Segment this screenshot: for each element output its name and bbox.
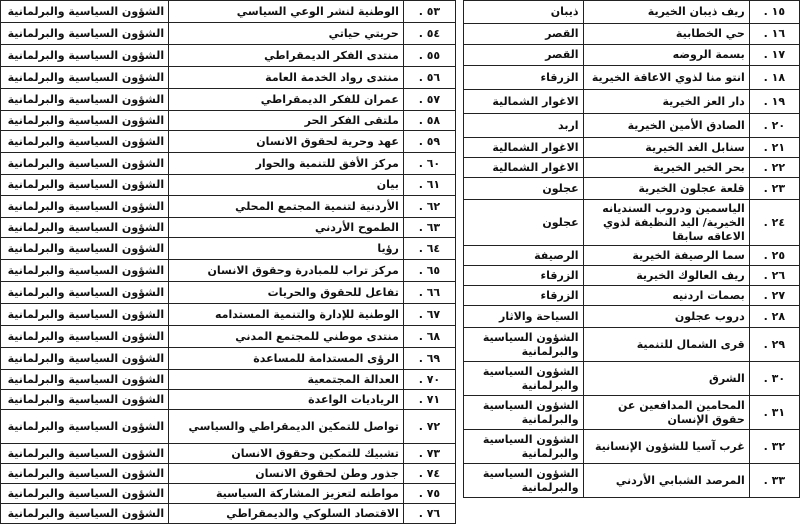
row-number: ٢٣ .: [749, 178, 799, 200]
sector-cell: الشؤون السياسية والبرلمانية: [1, 131, 169, 153]
table-row: [464, 464, 800, 498]
sector-cell: الشؤون السياسية والبرلمانية: [1, 444, 169, 464]
organization-name: الياسمين ودروب السنديانه الخيرية/ اليد النظيفة لذوي الاعاقه سابقا: [583, 200, 749, 246]
table-row: [1, 370, 456, 390]
sector-cell: الشؤون السياسية والبرلمانية: [1, 370, 169, 390]
organization-name: تفاعل للحقوق والحريات: [169, 282, 404, 304]
organization-name: المرصد الشبابي الأردني: [583, 464, 749, 498]
sector-cell: الشؤون السياسية والبرلمانية: [1, 218, 169, 238]
row-number: ٦٢ .: [403, 196, 455, 218]
sector-cell: الشؤون السياسية والبرلمانية: [1, 1, 169, 23]
organization-name: الوطنية لنشر الوعي السياسي: [169, 1, 404, 23]
row-number: ٣٣ .: [749, 464, 799, 498]
table-row: [1, 1, 456, 23]
table-row: [464, 396, 800, 430]
sector-cell: الشؤون السياسية والبرلمانية: [1, 504, 169, 524]
sector-cell: القصر: [464, 45, 584, 66]
table-row: [464, 66, 800, 90]
organization-name: تواصل للتمكين الديمقراطي والسياسي: [169, 410, 404, 444]
organization-name: حريتي حياتي: [169, 23, 404, 45]
row-number: ٥٦ .: [403, 67, 455, 89]
table-row: [1, 196, 456, 218]
table-row: [1, 304, 456, 326]
organization-name: انتو منا لذوي الاعاقة الخيرية: [583, 66, 749, 90]
organization-name: رؤيا: [169, 238, 404, 260]
row-number: ٢٤ .: [749, 200, 799, 246]
sector-cell: ذيبان: [464, 1, 584, 24]
table-row: [1, 238, 456, 260]
table-row: [1, 67, 456, 89]
row-number: ٦١ .: [403, 175, 455, 196]
sector-cell: الشؤون السياسية والبرلمانية: [1, 282, 169, 304]
sector-cell: الزرقاء: [464, 286, 584, 306]
sector-cell: الاغوار الشمالية: [464, 158, 584, 178]
row-number: ٦٤ .: [403, 238, 455, 260]
table-row: [464, 286, 800, 306]
row-number: ٦٨ .: [403, 326, 455, 348]
organization-name: تشبيك للتمكين وحقوق الانسان: [169, 444, 404, 464]
sector-cell: الشؤون السياسية والبرلمانية: [1, 45, 169, 67]
organization-name: الرؤى المستدامة للمساعدة: [169, 348, 404, 370]
row-number: ٧١ .: [403, 390, 455, 410]
table-row: [1, 326, 456, 348]
table-row: [464, 362, 800, 396]
table-row: [1, 444, 456, 464]
row-number: ٦٩ .: [403, 348, 455, 370]
organization-name: الصادق الأمين الخيرية: [583, 114, 749, 138]
right-table: [463, 0, 800, 498]
row-number: ٧٤ .: [403, 464, 455, 484]
row-number: ٥٥ .: [403, 45, 455, 67]
sector-cell: الشؤون السياسية والبرلمانية: [1, 67, 169, 89]
organization-name: دار العز الخيرية: [583, 90, 749, 114]
sector-cell: الشؤون السياسية والبرلمانية: [1, 484, 169, 504]
table-row: [464, 90, 800, 114]
table-row: [1, 218, 456, 238]
row-number: ٦٥ .: [403, 260, 455, 282]
organization-name: ريف العالوك الخيرية: [583, 266, 749, 286]
organization-name: بحر الخير الخيرية: [583, 158, 749, 178]
table-row: [1, 464, 456, 484]
sector-cell: الشؤون السياسية والبرلمانية: [1, 153, 169, 175]
table-row: [464, 158, 800, 178]
row-number: ٢٦ .: [749, 266, 799, 286]
table-row: [1, 23, 456, 45]
organization-name: دروب عجلون: [583, 306, 749, 328]
row-number: ٢٧ .: [749, 286, 799, 306]
table-row: [464, 138, 800, 158]
organization-name: الطموح الأردني: [169, 218, 404, 238]
row-number: ٣١ .: [749, 396, 799, 430]
table-row: [464, 328, 800, 362]
table-row: [1, 390, 456, 410]
organization-name: قلعة عجلون الخيرية: [583, 178, 749, 200]
table-row: [464, 45, 800, 66]
organization-name: حي الخطابية: [583, 24, 749, 45]
organization-name: ريف ذيبان الخيرية: [583, 1, 749, 24]
table-row: [464, 430, 800, 464]
organization-name: سما الرصيفة الخيرية: [583, 246, 749, 266]
row-number: ٦٦ .: [403, 282, 455, 304]
sector-cell: السياحة والاثار: [464, 306, 584, 328]
sector-cell: الشؤون السياسية والبرلمانية: [1, 304, 169, 326]
organization-name: بسمة الروضه: [583, 45, 749, 66]
table-row: [464, 266, 800, 286]
sector-cell: الشؤون السياسية والبرلمانية: [1, 89, 169, 111]
organization-name: مركز الأفق للتنمية والحوار: [169, 153, 404, 175]
table-row: [1, 260, 456, 282]
row-number: ٢٨ .: [749, 306, 799, 328]
organization-name: الاقتصاد السلوكي والديمقراطي: [169, 504, 404, 524]
row-number: ٢٠ .: [749, 114, 799, 138]
table-row: [464, 178, 800, 200]
table-row: [1, 175, 456, 196]
row-number: ٥٩ .: [403, 131, 455, 153]
organization-name: جذور وطن لحقوق الانسان: [169, 464, 404, 484]
table-row: [1, 504, 456, 524]
row-number: ٧٢ .: [403, 410, 455, 444]
row-number: ١٨ .: [749, 66, 799, 90]
table-row: [1, 153, 456, 175]
organization-name: منتدى رواد الخدمة العامة: [169, 67, 404, 89]
row-number: ٧٥ .: [403, 484, 455, 504]
sector-cell: الرصيفة: [464, 246, 584, 266]
sector-cell: الشؤون السياسية والبرلمانية: [1, 326, 169, 348]
table-row: [464, 306, 800, 328]
table-row: [1, 484, 456, 504]
table-row: [1, 89, 456, 111]
table-row: [464, 246, 800, 266]
sector-cell: عجلون: [464, 178, 584, 200]
sector-cell: الشؤون السياسية والبرلمانية: [464, 328, 584, 362]
organization-name: العدالة المجتمعية: [169, 370, 404, 390]
row-number: ٧٠ .: [403, 370, 455, 390]
sector-cell: الشؤون السياسية والبرلمانية: [464, 464, 584, 498]
organization-name: المحامين المدافعين عن حقوق الإنسان: [583, 396, 749, 430]
row-number: ٦٧ .: [403, 304, 455, 326]
right-table-body: [464, 1, 800, 498]
sector-cell: الشؤون السياسية والبرلمانية: [1, 23, 169, 45]
table-row: [1, 45, 456, 67]
row-number: ٥٨ .: [403, 111, 455, 131]
sector-cell: اربد: [464, 114, 584, 138]
sector-cell: الشؤون السياسية والبرلمانية: [1, 175, 169, 196]
sector-cell: الشؤون السياسية والبرلمانية: [464, 396, 584, 430]
organization-name: الأردنية لتنمية المجتمع المحلي: [169, 196, 404, 218]
sector-cell: الشؤون السياسية والبرلمانية: [464, 362, 584, 396]
left-table-body: [1, 1, 456, 524]
organization-name: عمران للفكر الديمقراطي: [169, 89, 404, 111]
row-number: ٢١ .: [749, 138, 799, 158]
row-number: ٥٤ .: [403, 23, 455, 45]
sector-cell: الزرقاء: [464, 66, 584, 90]
table-row: [464, 200, 800, 246]
sector-cell: الشؤون السياسية والبرلمانية: [1, 348, 169, 370]
organization-name: منتدى موطني للمجتمع المدني: [169, 326, 404, 348]
row-number: ٥٣ .: [403, 1, 455, 23]
organization-name: الشرق: [583, 362, 749, 396]
row-number: ٢٩ .: [749, 328, 799, 362]
sector-cell: الشؤون السياسية والبرلمانية: [1, 464, 169, 484]
sector-cell: الشؤون السياسية والبرلمانية: [1, 196, 169, 218]
row-number: ١٩ .: [749, 90, 799, 114]
row-number: ٥٧ .: [403, 89, 455, 111]
organization-name: مركز تراب للمبادرة وحقوق الانسان: [169, 260, 404, 282]
table-row: [1, 131, 456, 153]
sector-cell: عجلون: [464, 200, 584, 246]
organization-name: ملتقى الفكر الحر: [169, 111, 404, 131]
row-number: ١٥ .: [749, 1, 799, 24]
organization-name: منتدى الفكر الديمقراطي: [169, 45, 404, 67]
organization-name: سنابل الغد الخيرية: [583, 138, 749, 158]
row-number: ٣٢ .: [749, 430, 799, 464]
table-row: [1, 348, 456, 370]
row-number: ٦٠ .: [403, 153, 455, 175]
table-row: [1, 111, 456, 131]
row-number: ١٧ .: [749, 45, 799, 66]
row-number: ٦٣ .: [403, 218, 455, 238]
row-number: ٧٣ .: [403, 444, 455, 464]
row-number: ١٦ .: [749, 24, 799, 45]
table-row: [464, 24, 800, 45]
table-row: [1, 282, 456, 304]
organization-name: الرياديات الواعدة: [169, 390, 404, 410]
row-number: ٢٢ .: [749, 158, 799, 178]
sector-cell: الشؤون السياسية والبرلمانية: [1, 260, 169, 282]
sector-cell: الاغوار الشمالية: [464, 90, 584, 114]
sector-cell: القصر: [464, 24, 584, 45]
sector-cell: الشؤون السياسية والبرلمانية: [1, 390, 169, 410]
organization-name: غرب آسيا للشؤون الإنسانية: [583, 430, 749, 464]
sector-cell: الشؤون السياسية والبرلمانية: [1, 238, 169, 260]
organization-name: بيان: [169, 175, 404, 196]
row-number: ٣٠ .: [749, 362, 799, 396]
sector-cell: الشؤون السياسية والبرلمانية: [1, 410, 169, 444]
sector-cell: الشؤون السياسية والبرلمانية: [1, 111, 169, 131]
table-row: [464, 114, 800, 138]
row-number: ٧٦ .: [403, 504, 455, 524]
organization-name: مواطنه لتعزيز المشاركة السياسية: [169, 484, 404, 504]
sector-cell: الاغوار الشمالية: [464, 138, 584, 158]
row-number: ٢٥ .: [749, 246, 799, 266]
table-row: [464, 1, 800, 24]
organization-name: الوطنية للإدارة والتنمية المستدامه: [169, 304, 404, 326]
sector-cell: الزرقاء: [464, 266, 584, 286]
organization-name: عهد وحرية لحقوق الانسان: [169, 131, 404, 153]
organization-name: بصمات اردنيه: [583, 286, 749, 306]
organization-name: قرى الشمال للتنمية: [583, 328, 749, 362]
sector-cell: الشؤون السياسية والبرلمانية: [464, 430, 584, 464]
table-row: [1, 410, 456, 444]
